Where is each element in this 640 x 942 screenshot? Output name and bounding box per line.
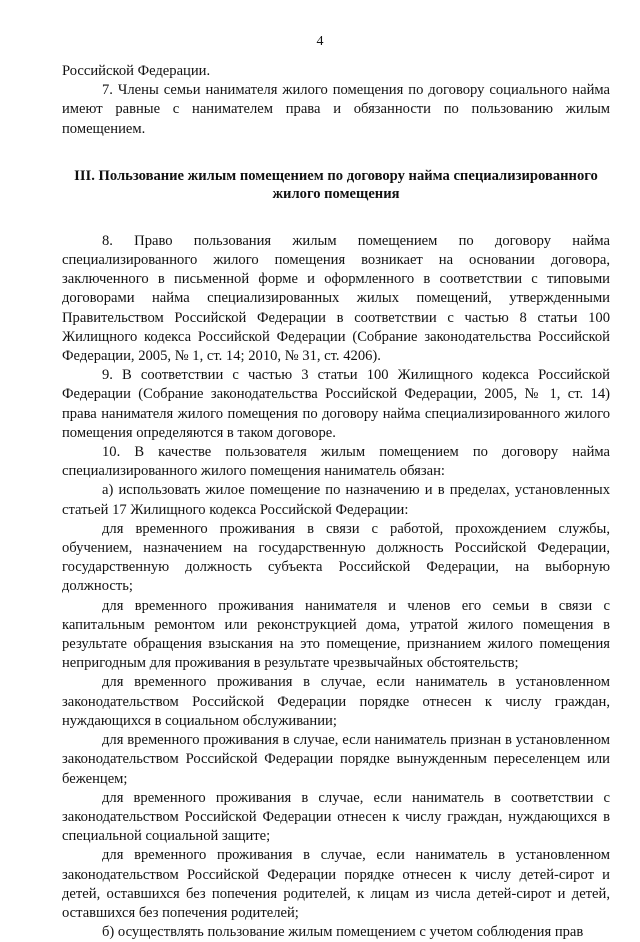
paragraph-7: 7. Члены семьи нанимателя жилого помещения по договору социального найма имеют равные с нанимателем права и обязанности по пользованию жилым помещением. [62,82,610,137]
document-body [62,62,610,942]
list-item: для временного проживания в случае, если наниматель в установленном законодательством Российской Федерации порядке отнесен к числу граждан, нуждающихся в социальном обслуживании; [62,674,610,729]
paragraph-10a: а) использовать жилое помещение по назначению и в пределах, установленных статьей 17 Жилищного кодекса Российской Федерации: [62,482,610,518]
paragraph-9: 9. В соответствии с частью 3 статьи 100 Жилищного кодекса Российской Федерации (Собрание законодательства Российской Федерации, 2005, № 1, ст. 14) права нанимателя жилого помещения по договору найма специализированного жилого помещения определяются в таком договоре. [62,367,610,441]
list-item: для временного проживания в случае, если наниматель в установленном законодательством Российской Федерации порядке отнесен к числу детей-сирот и детей, оставшихся без попечения родителей, к лицам из числа детей-сирот и детей, оставшихся без попечения родителей; [62,847,610,921]
list-item: для временного проживания в случае, если наниматель признан в установленном законодательством Российской Федерации порядке вынужденным переселенцем или беженцем; [62,732,610,787]
paragraph-10: 10. В качестве пользователя жилым помещением по договору найма специализированного жилого помещения наниматель обязан: [62,444,610,480]
section-heading: III. Пользование жилым помещением по договору найма специализированного жилого помещения [74,167,598,203]
list-item: для временного проживания нанимателя и членов его семьи в связи с капитальным ремонтом или реконструкцией дома, утратой жилого помещения в результате обращения взыскания на это помещение, признанием жилого помещения непригодным для проживания в результате чрезвычайных обстоятельств; [62,597,610,672]
page-number: 4 [316,34,324,49]
list-item: для временного проживания в случае, если наниматель в соответствии с законодательством Российской Федерации отнесен к числу граждан, нуждающихся в специальной социальной защите; [62,789,610,845]
paragraph-8: 8. Право пользования жилым помещением по договору найма специализированного жилого помещения возникает на основании договора, заключенного в письменной форме и оформленного в соответствии с типовыми договорами найма специализированных жилых помещений, утвержденными Правительством Российской Федерации в соответствии с частью 8 статьи 100 Жилищного кодекса Российской Федерации (Собрание законодательства Российской Федерации, 2005, № 1, ст. 14; 2010, № 31, ст. 4206). [62,232,610,365]
list-item: для временного проживания в связи с работой, прохождением службы, обучением, назначением на государственную должность Российской Федерации, государственную должность субъекта Российской Федерации, на выборную должность; [62,520,610,595]
continuation-line: Российской Федерации. [62,63,211,79]
paragraph-10b: б) осуществлять пользование жилым помещением с учетом соблюдения прав [102,924,584,941]
